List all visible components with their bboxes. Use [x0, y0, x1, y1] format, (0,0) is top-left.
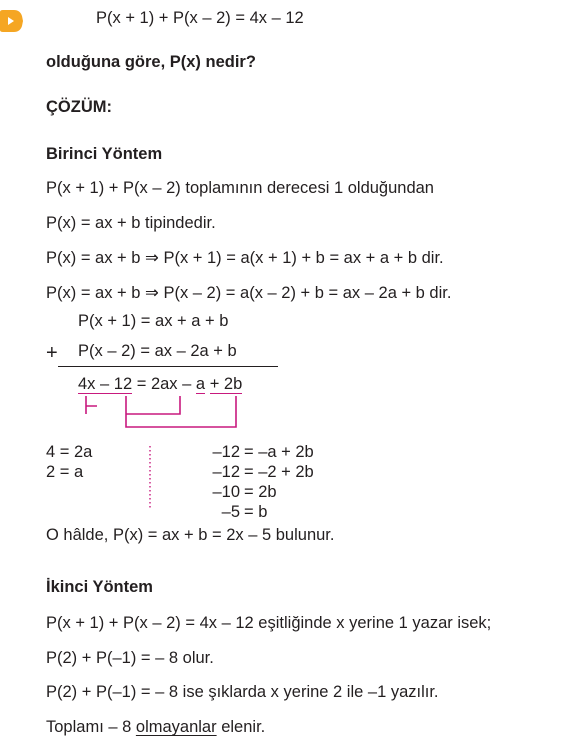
- result-2ax: 2ax –: [150, 375, 192, 393]
- method2-line4: [46, 717, 265, 737]
- right-col-lhs-2: –12: [212, 463, 240, 481]
- sum-row-1: P(x + 1) = ax + a + b: [78, 312, 229, 330]
- right-col-rhs-1: = –a + 2b: [244, 443, 314, 461]
- right-col-lhs-4: –5: [221, 503, 240, 521]
- method1-line3: P(x) = ax + b ⇒ P(x + 1) = a(x + 1) + b = ax + a + b dir.: [46, 249, 444, 267]
- method2-line3: P(2) + P(–1) = – 8 ise şıklarda x yerine 2 ile –1 yazılır.: [46, 683, 439, 701]
- plus-sign: +: [46, 342, 58, 364]
- method1-conclusion: O hâlde, P(x) = ax + b = 2x – 5 bulunur.: [46, 526, 335, 544]
- method2-line2: P(2) + P(–1) = – 8 olur.: [46, 649, 214, 667]
- method2-line4-start: Toplamı – 8: [46, 718, 132, 736]
- result-left: 4x – 12: [78, 375, 133, 393]
- method2-line1: P(x + 1) + P(x – 2) = 4x – 12 eşitliğinde x yerine 1 yazar isek;: [46, 614, 492, 632]
- left-col-row-2: 2 = a: [46, 463, 84, 481]
- problem-question: olduğuna göre, P(x) nedir?: [46, 53, 256, 71]
- sum-row-2: P(x – 2) = ax – 2a + b: [78, 342, 237, 360]
- result-equals: =: [136, 375, 147, 393]
- problem-equation: P(x + 1) + P(x – 2) = 4x – 12: [96, 9, 304, 27]
- method2-line4-underlined: olmayanlar: [135, 718, 217, 736]
- right-col-rhs-3: = 2b: [244, 483, 277, 501]
- method1-line4: P(x) = ax + b ⇒ P(x – 2) = a(x – 2) + b = ax – 2a + b dir.: [46, 284, 452, 302]
- method2-heading: İkinci Yöntem: [46, 578, 153, 596]
- solution-heading: ÇÖZÜM:: [46, 98, 112, 116]
- method1-heading: Birinci Yöntem: [46, 145, 163, 163]
- method1-line2: P(x) = ax + b tipindedir.: [46, 214, 216, 232]
- method2-line4-end: elenir.: [221, 718, 266, 736]
- result-2b: + 2b: [209, 375, 243, 393]
- right-col-lhs-3: –10: [212, 483, 240, 501]
- method1-line1: P(x + 1) + P(x – 2) toplamının derecesi 1 olduğundan: [46, 179, 434, 197]
- left-col-row-1: 4 = 2a: [46, 443, 93, 461]
- right-col-rhs-4: = b: [244, 503, 268, 521]
- result-a: a: [195, 375, 206, 393]
- right-col-lhs-1: –12: [212, 443, 240, 461]
- right-col-rhs-2: = –2 + 2b: [244, 463, 314, 481]
